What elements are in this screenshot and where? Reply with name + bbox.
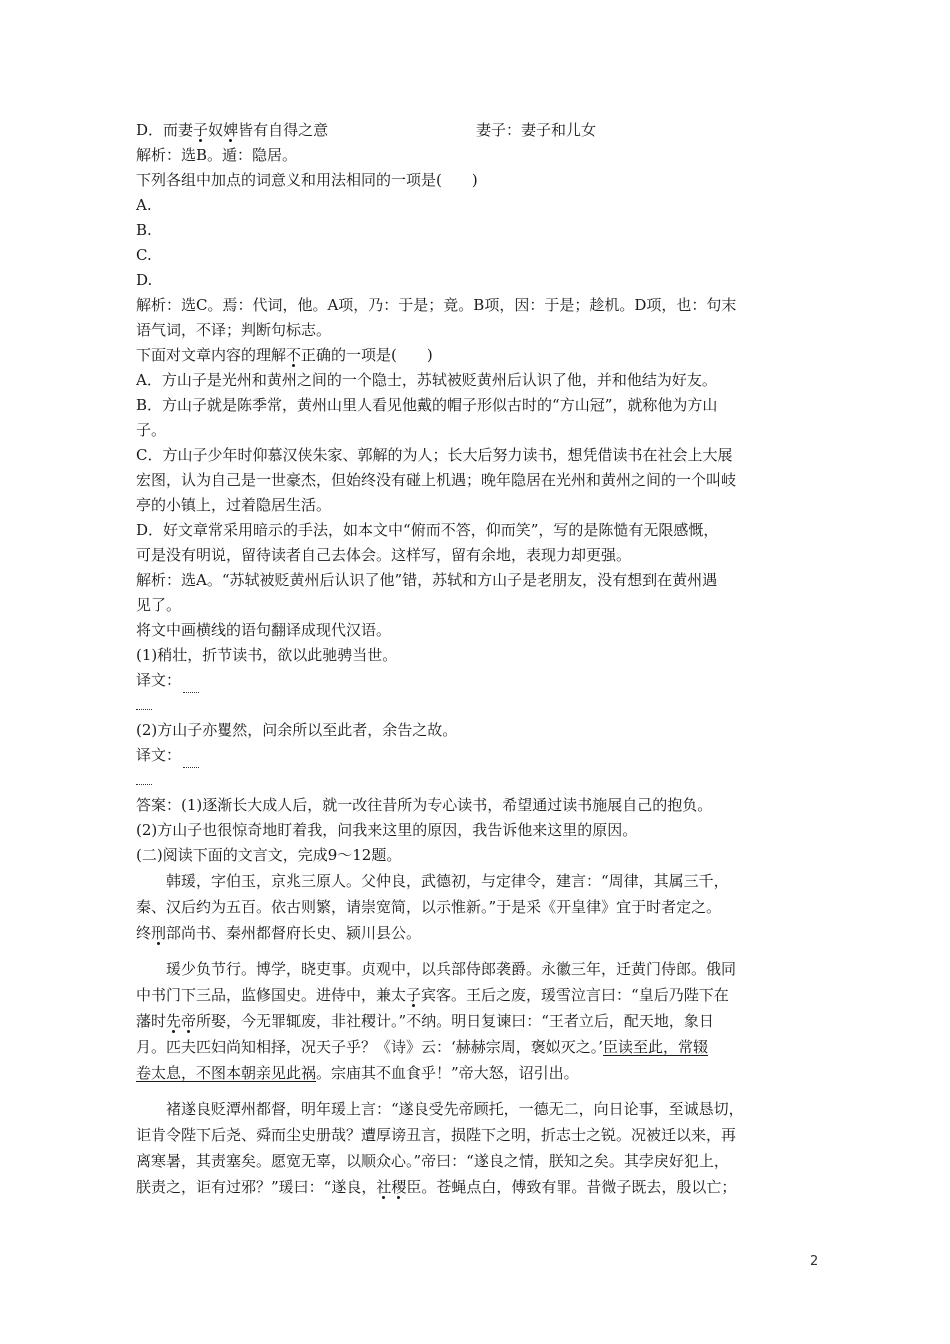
dotted-char: 子 — [193, 121, 209, 139]
answer-blank — [183, 755, 199, 768]
answer-blank-line — [136, 768, 826, 793]
answer-line: (2)方山子也很惊奇地盯着我，问我来这里的原因，我告诉他来这里的原因。 — [136, 821, 638, 839]
passage-line — [136, 1174, 826, 1200]
option-line: A. — [136, 196, 152, 214]
answer-line: 解析：选C。焉：代词，他。A项，乃：于是；竟。B项，因：于是；趁机。D项，也：句末 — [136, 296, 737, 314]
answer-line: 解析：选A。“苏轼被贬黄州后认识了他”错，苏轼和方山子是老朋友，没有想到在黄州遇 — [136, 571, 718, 589]
option-line: C．方山子少年时仰慕汉侠朱家、郭解的为人；长大后努力读书，想凭借读书在社会上大展 — [136, 446, 733, 464]
text: 奴 — [208, 121, 224, 139]
text: 下面对文章内容的理解 — [136, 346, 287, 364]
text: 月。匹夫匹妇尚知相择，况天子乎？《诗》云：‘赫赫宗周，褒姒灭之。’ — [136, 1038, 604, 1056]
text: 宾客。王后之废，瑗雪泣言曰：“皇后乃陛下在 — [421, 986, 729, 1004]
text: 正确的一项是( ) — [301, 346, 433, 364]
dotted-char: 社 — [376, 1178, 392, 1196]
option-line: A．方山子是光州和黄州之间的一个隐士，苏轼被贬黄州后认识了他，并和他结为好友。 — [136, 371, 717, 389]
option-line: B．方山子就是陈季常，黄州山里人看见他戴的帽子形似古时的“方山冠”，就称他为方山 — [136, 396, 718, 414]
dotted-char: 稷 — [391, 1178, 407, 1196]
passage-line: 秦、汉后约为五百。依古则繁，请崇宽简，以示惟新。”于是采《开皇律》宜于时者定之。 — [136, 898, 722, 916]
option-d-line — [136, 118, 826, 143]
text: 皆有自得之意 — [238, 121, 329, 139]
answer-line: 解析：选B。遁：隐居。 — [136, 146, 298, 164]
option-line: 亭的小镇上，过着隐居生活。 — [136, 496, 332, 514]
answer-line: 答案：(1)逐渐长大成人后，就一改往昔所为专心读书，希望通过读书施展自己的抱负。 — [136, 796, 713, 814]
sentence-line: (2)方山子亦矍然，问余所以至此者，余告之故。 — [136, 721, 458, 739]
answer-line: 见了。 — [136, 596, 182, 614]
passage-line — [136, 1034, 826, 1060]
option-line: C. — [136, 246, 152, 264]
dotted-char: 不 — [286, 346, 302, 364]
question-line: 下列各组中加点的词意义和用法相同的一项是( ) — [136, 171, 478, 189]
dotted-char: 先 — [166, 1012, 182, 1030]
paragraph-gap — [136, 946, 826, 956]
translation-label: 译文： — [136, 746, 182, 764]
text: 终 — [136, 924, 152, 942]
dotted-char: 婢 — [223, 121, 239, 139]
underlined-text: 臣读至此，常辍 — [603, 1038, 709, 1056]
option-line: D．好文章常采用暗示的手法，如本文中“俯而不答，仰而笑”，写的是陈慥有无限感慨， — [136, 521, 719, 539]
option-line: 宏图，认为自己是一世豪杰，但始终没有碰上机遇；晚年隐居在光州和黄州之间的一个叫岐 — [136, 471, 737, 489]
page-number: 2 — [810, 1254, 819, 1269]
translation-label: 译文： — [136, 671, 182, 689]
page-content — [136, 118, 826, 1200]
translation-line — [136, 743, 826, 768]
option-line: 子。 — [136, 421, 167, 439]
text: 所娶，今无罪辄废，非社稷计。”不纳。明日复谏曰：“王者立后，配天地，象日 — [196, 1012, 714, 1030]
paragraph-gap — [136, 1086, 826, 1096]
passage-line: 褚遂良贬潭州都督，明年瑗上言：“遂良受先帝顾托，一德无二，向日论事，至诚恳切， — [166, 1100, 744, 1118]
passage-line — [136, 1060, 826, 1086]
passage-line: 韩瑗，字伯玉，京兆三原人。父仲良，武德初，与定律令，建言：“周律，其属三千， — [166, 872, 729, 890]
section-heading: (二)阅读下面的文言文，完成9～12题。 — [136, 846, 402, 864]
passage-line: 离寒暑，其责塞矣。愿宽无辜，以顺众心。”帝曰：“遂良之情，朕知之矣。其孛戾好犯上， — [136, 1152, 729, 1170]
text: 中书门下三品，监修国史。进侍中，兼太 — [136, 986, 407, 1004]
text: 臣。苍蝇点白，傅致有罪。昔微子既去，殷以亡； — [406, 1178, 737, 1196]
passage-line: 讵肯令陛下后尧、舜而尘史册哉？遭厚谤丑言，损陛下之明，折志士之锐。况被迁以来，再 — [136, 1126, 737, 1144]
answer-line: 语气词，不译；判断句标志。 — [136, 321, 332, 339]
passage-line — [136, 920, 826, 946]
option-line: D. — [136, 271, 153, 289]
passage-line — [136, 982, 826, 1008]
answer-blank — [136, 770, 152, 785]
sentence-line: (1)稍壮，折节读书，欲以此驰骋当世。 — [136, 646, 398, 664]
translation-line — [136, 668, 826, 693]
option-line: B. — [136, 221, 152, 239]
question-line: 将文中画横线的语句翻译成现代汉语。 — [136, 621, 392, 639]
underlined-text: 卷太息，不图本朝亲见此祸 — [136, 1064, 317, 1082]
question-line — [136, 343, 826, 368]
text: 。宗庙其不血食乎！”帝大怒，诏引出。 — [316, 1064, 579, 1082]
option-gloss: 妻子：妻子和儿女 — [476, 121, 597, 139]
dotted-char: 刑 — [151, 924, 167, 942]
text: 朕责之，讵有过邪？”瑗曰：“遂良， — [136, 1178, 377, 1196]
text: 部尚书、秦州都督府长史、颍川县公。 — [166, 924, 422, 942]
answer-blank — [183, 680, 199, 693]
option-line: 可是没有明说，留待读者自己去体会。这样写，留有余地，表现力却更强。 — [136, 546, 632, 564]
dotted-char: 帝 — [181, 1012, 197, 1030]
passage-line: 瑗少负节行。博学，晓吏事。贞观中，以兵部侍郎袭爵。永徽三年，迁黄门侍郎。俄同 — [166, 960, 737, 978]
text: D．而妻 — [136, 121, 194, 139]
answer-blank-line — [136, 693, 826, 718]
dotted-char: 子 — [406, 986, 422, 1004]
passage-line — [136, 1008, 826, 1034]
text: 藩时 — [136, 1012, 167, 1030]
answer-blank — [136, 695, 152, 710]
